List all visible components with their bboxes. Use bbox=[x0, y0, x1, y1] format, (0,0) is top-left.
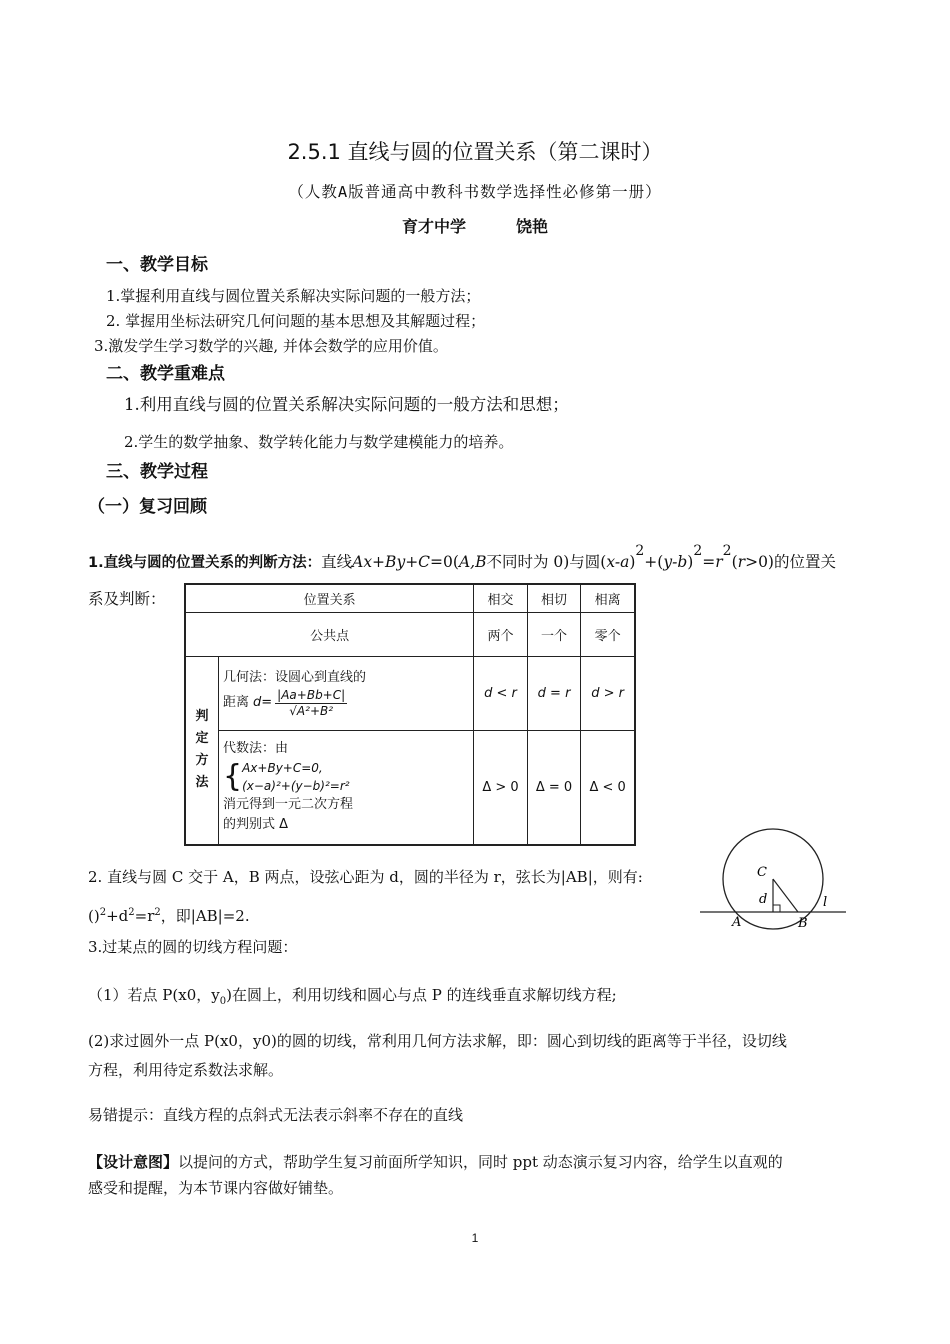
alg-method-line-2: 消元得到一元二次方程 bbox=[223, 797, 354, 813]
point-1-text-e: +( bbox=[644, 553, 664, 572]
circle-chord-figure bbox=[698, 828, 850, 936]
author-school: 育才中学 bbox=[401, 217, 466, 236]
radius-r-2: r bbox=[737, 553, 746, 572]
point-1-text-b: =0( bbox=[430, 553, 459, 572]
geo-numerator: |Aa+Bb+C| bbox=[277, 687, 346, 702]
geo-tangent: d = r bbox=[527, 656, 581, 730]
alg-method-line-1: 代数法：由 bbox=[223, 741, 289, 757]
key-point-2: 2.学生的数学抽象、数学转化能力与数学建模能力的培养。 bbox=[124, 433, 514, 451]
label-C: C bbox=[757, 865, 767, 880]
section-heading-goals: 一、教学目标 bbox=[106, 255, 208, 275]
table-common-label: 公共点 bbox=[185, 612, 474, 656]
point-1-text-i: >0)的位置关 bbox=[745, 553, 836, 572]
document-title: 2.5.1 直线与圆的位置关系（第二课时） bbox=[287, 140, 663, 164]
p2-e: =r bbox=[134, 907, 155, 925]
p2-c: +d bbox=[106, 907, 129, 925]
section-heading-process: 三、教学过程 bbox=[106, 462, 208, 482]
point-1-text-f: ) bbox=[687, 553, 694, 572]
goal-item-2: 2. 掌握用坐标法研究几何问题的基本思想及其解题过程； bbox=[106, 312, 486, 330]
p2-f: 2 bbox=[154, 907, 161, 918]
table-common-separate: 零个 bbox=[581, 612, 635, 656]
table-algebraic-method bbox=[219, 730, 474, 845]
square-1: 2 bbox=[635, 543, 645, 559]
right-angle-mark bbox=[773, 905, 780, 912]
geo-denominator: √A²+B² bbox=[289, 703, 334, 718]
point-1-text-a: 直线 bbox=[321, 553, 353, 572]
design-intent-text-1: 以提问的方式，帮助学生复习前面所学知识，同时 ppt 动态演示复习内容，给学生以直观的 bbox=[178, 1153, 783, 1171]
table-header-tangent: 相切 bbox=[527, 584, 581, 612]
point-1-text-h: ( bbox=[731, 553, 738, 572]
page-number: 1 bbox=[471, 1231, 479, 1245]
point-2-line-1: 2. 直线与圆 C 交于 A，B 两点，设弦心距为 d，圆的半径为 r，弦长为|AB|，则有: bbox=[88, 868, 643, 886]
alg-system bbox=[223, 759, 469, 795]
left-brace-icon: { bbox=[223, 759, 243, 795]
point-1-text bbox=[88, 543, 868, 574]
label-d: d bbox=[759, 892, 768, 907]
coeff-ab: A,B bbox=[458, 553, 487, 572]
subsection-heading-review: （一）复习回顾 bbox=[88, 497, 207, 517]
goal-item-3: 3.激发学生学习数学的兴趣, 并体会数学的应用价值。 bbox=[94, 337, 448, 355]
author-line bbox=[0, 214, 950, 237]
design-intent-label: 【设计意图】 bbox=[88, 1153, 179, 1171]
judge-char-4: 法 bbox=[195, 775, 209, 791]
radius-r: r bbox=[715, 553, 723, 572]
line-equation: Ax+By+C bbox=[352, 553, 431, 572]
relation-table bbox=[184, 583, 636, 846]
label-l: l bbox=[823, 895, 828, 910]
label-A: A bbox=[732, 915, 742, 930]
item1-sub: 0 bbox=[219, 996, 227, 1007]
geo-method-line-2 bbox=[223, 688, 469, 719]
table-common-intersect: 两个 bbox=[474, 612, 528, 656]
geo-d: d= bbox=[253, 695, 273, 710]
alg-tangent: Δ = 0 bbox=[527, 730, 581, 845]
point-1-text-g: = bbox=[702, 553, 716, 572]
author-name: 饶艳 bbox=[516, 217, 549, 236]
error-tip: 易错提示：直线方程的点斜式无法表示斜率不存在的直线 bbox=[88, 1106, 464, 1124]
design-intent-line-2: 感受和提醒，为本节课内容做好铺垫。 bbox=[88, 1179, 344, 1197]
alg-method-line-3: 的判别式 Δ bbox=[223, 817, 289, 833]
alg-separate: Δ < 0 bbox=[581, 730, 635, 845]
alg-eq-2: (x−a)²+(y−b)²=r² bbox=[242, 779, 350, 794]
point-1-label: 1.直线与圆的位置关系的判断方法： bbox=[88, 555, 322, 572]
alg-eq-1: Ax+By+C=0, bbox=[242, 761, 323, 776]
table-header-relation: 位置关系 bbox=[185, 584, 474, 612]
geo-distance-label: 距离 bbox=[223, 695, 250, 710]
section-heading-key-points: 二、教学重难点 bbox=[106, 364, 225, 384]
y-minus-b: y-b bbox=[663, 553, 688, 572]
tangent-item-2-line-2: 方程，利用待定系数法求解。 bbox=[88, 1061, 284, 1079]
square-3: 2 bbox=[722, 543, 732, 559]
table-header-separate: 相离 bbox=[581, 584, 635, 612]
table-common-tangent: 一个 bbox=[527, 612, 581, 656]
table-header-intersect: 相交 bbox=[474, 584, 528, 612]
key-point-1: 1.利用直线与圆的位置关系解决实际问题的一般方法和思想； bbox=[124, 395, 569, 414]
point-1-continuation: 系及判断： bbox=[88, 590, 166, 608]
item1-b: )在圆上，利用切线和圆心与点 P 的连线垂直求解切线方程; bbox=[226, 986, 617, 1004]
p2-a: () bbox=[88, 907, 100, 925]
p2-g: ，即|AB|=2. bbox=[160, 907, 250, 925]
radius-segment bbox=[773, 879, 798, 912]
judge-char-1: 判 bbox=[195, 709, 209, 725]
judge-char-2: 定 bbox=[195, 731, 209, 747]
geo-intersect: d < r bbox=[474, 656, 528, 730]
label-B: B bbox=[798, 916, 808, 931]
judge-char-3: 方 bbox=[195, 753, 209, 769]
square-2: 2 bbox=[693, 543, 703, 559]
design-intent-line-1 bbox=[88, 1151, 878, 1173]
point-3-text: 3.过某点的圆的切线方程问题： bbox=[88, 938, 298, 956]
p2-b: 2 bbox=[99, 907, 107, 918]
x-minus-a: x-a bbox=[606, 553, 630, 572]
table-geometric-method bbox=[219, 656, 474, 730]
point-1-text-c: 不同时为 0)与圆( bbox=[486, 553, 607, 572]
point-1-text-d: ) bbox=[629, 553, 636, 572]
document-subtitle: （人教A版普通高中教科书数学选择性必修第一册） bbox=[288, 183, 662, 201]
tangent-item-2-line-1: (2)求过圆外一点 P(x0，y0)的圆的切线，常利用几何方法求解，即：圆心到切线的距离等于半径，设切线 bbox=[88, 1032, 787, 1050]
p2-d: 2 bbox=[128, 907, 135, 918]
geo-fraction bbox=[275, 688, 347, 719]
goal-item-1: 1.掌握利用直线与圆位置关系解决实际问题的一般方法； bbox=[106, 287, 481, 305]
item1-a: （1）若点 P(x0，y bbox=[88, 986, 220, 1004]
alg-equations bbox=[242, 759, 349, 795]
alg-intersect: Δ > 0 bbox=[474, 730, 528, 845]
point-2-line-2 bbox=[88, 902, 250, 927]
tangent-item-1 bbox=[88, 984, 617, 1013]
geo-method-line-1: 几何法：设圆心到直线的 bbox=[223, 669, 367, 685]
table-judge-label bbox=[185, 656, 219, 845]
geo-separate: d > r bbox=[581, 656, 635, 730]
